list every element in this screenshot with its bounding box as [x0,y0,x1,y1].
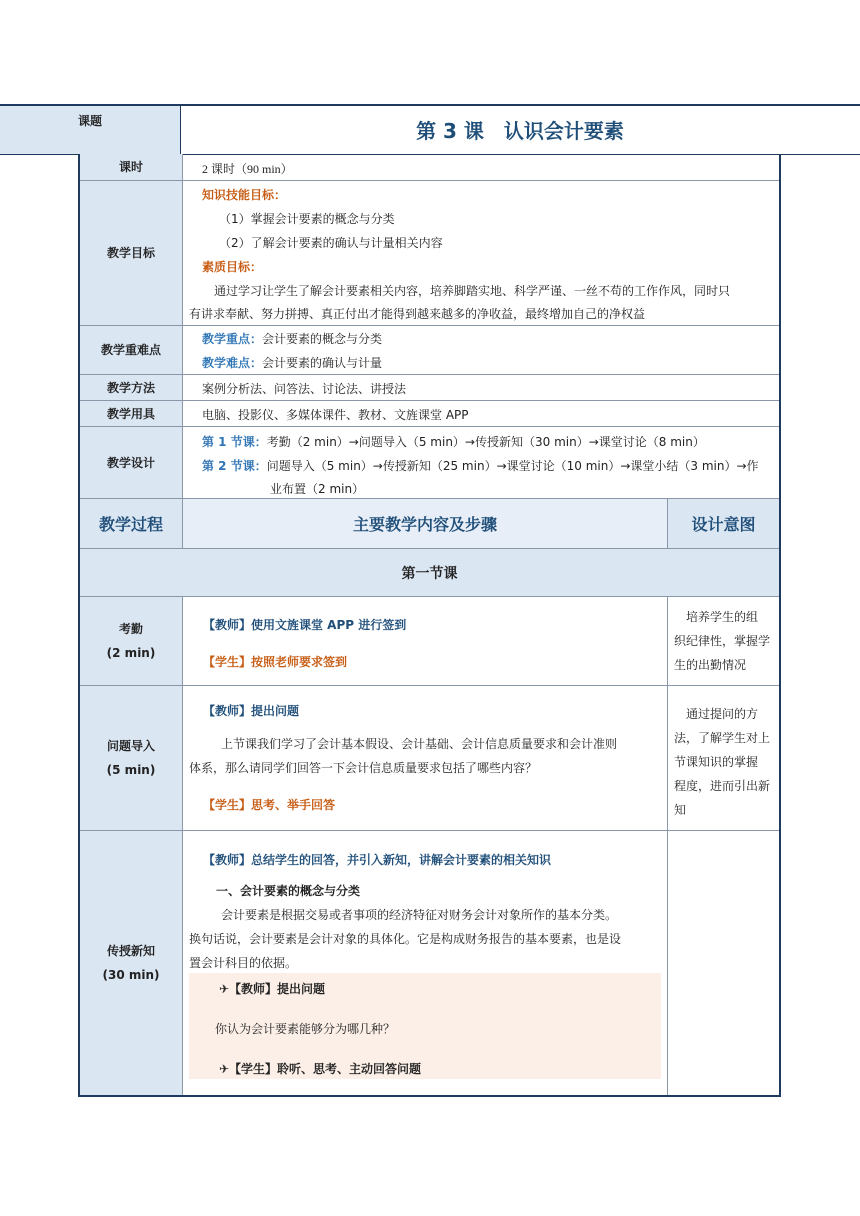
teach-label [80,831,183,1095]
goals-row [80,181,779,326]
teach-text-1: 会计要素是根据交易或者事项的经济特征对财务会计对象所作的基本分类。 [221,908,618,922]
attendance-row [80,597,779,686]
knowledge-goal-title: 知识技能目标： [202,188,287,202]
teach-label-time: (30 min) [102,968,160,982]
attendance-intent-2: 织纪律性，掌握学 [674,634,771,648]
lesson-title: 第 3 课 认识会计要素 [416,119,624,143]
lesson-title-bar [0,106,860,155]
attendance-intent-1: 培养学生的组 [674,610,759,624]
intro-row [80,686,779,831]
tools-row [80,401,779,427]
attendance-label-text: 考勤 [118,622,143,636]
tools-value: 电脑、投影仪、多媒体课件、教材、文旌课堂 APP [202,408,469,422]
attendance-intent [668,597,779,685]
difficulty-value: 会计要素的确认与计量 [262,356,383,370]
process-header-row [80,499,779,549]
section-1-row [80,549,779,597]
attendance-label [80,597,183,685]
method-value: 案例分析法、问答法、讨论法、讲授法 [202,382,407,396]
intro-student: 【学生】思考、举手回答 [203,798,336,812]
callout-student: ✈【学生】聆听、思考、主动回答问题 [219,1062,422,1076]
hours-row [80,154,779,181]
design-label: 教学设计 [80,427,183,498]
attendance-label-time: (2 min) [106,646,156,660]
callout-teacher: ✈【教师】提出问题 [219,982,326,996]
design-session-2-cont: 业布置（2 min） [270,482,365,496]
key-point-line [202,330,382,347]
teach-text-3: 置会计科目的依据。 [189,956,298,970]
quality-goal-line-1: 通过学习让学生了解会计要素相关内容，培养脚踏实地、科学严谨、一丝不苟的工作作风，同时只 [214,284,731,298]
difficulty-line [202,354,382,371]
method-label: 教学方法 [80,375,183,400]
intro-teacher: 【教师】提出问题 [203,704,300,718]
intro-label [80,686,183,830]
tools-content [183,401,779,426]
key-points-content [183,326,779,374]
hours-content [183,154,779,180]
lesson-label-cell [0,106,181,154]
lesson-plan-table [78,154,781,1097]
question-callout [189,973,661,1079]
teach-text-2: 换句话说，会计要素是会计对象的具体化。它是构成财务报告的基本要素，也是设 [189,932,622,946]
teach-heading: 一、会计要素的概念与分类 [216,884,361,898]
teach-label-text: 传授新知 [106,944,155,958]
quality-goal-line-2: 有讲求奉献、努力拼搏、真正付出才能得到越来越多的净收益，最终增加自己的净权益 [189,307,646,321]
goals-label: 教学目标 [80,181,183,325]
intro-label-text: 问题导入 [106,739,155,753]
lesson-label: 课题 [78,114,103,128]
process-header-col1: 教学过程 [98,515,163,534]
intro-intent-2: 法，了解学生对上 [674,731,771,745]
intro-text-2: 体系，那么请同学们回答一下会计信息质量要求包括了哪些内容？ [189,761,538,775]
teach-row [80,831,779,1095]
design-session-1-value: 考勤（2 min）→问题导入（5 min）→传授新知（30 min）→课堂讨论（8 min） [266,435,705,449]
knowledge-goal-1: （1）掌握会计要素的概念与分类 [219,212,395,226]
design-content [183,427,779,498]
quality-goal-title: 素质目标： [202,260,263,274]
callout-question: 你认为会计要素能够分为哪几种？ [215,1022,396,1036]
method-content [183,375,779,400]
key-point-value: 会计要素的概念与分类 [262,332,383,346]
knowledge-goal-2: （2）了解会计要素的确认与计量相关内容 [219,236,443,250]
design-session-2 [202,457,759,474]
design-row [80,427,779,499]
attendance-student: 【学生】按照老师要求签到 [203,655,348,669]
attendance-content [183,597,665,685]
hours-label: 课时 [80,154,183,180]
intro-intent-1: 通过提问的方 [674,707,759,721]
process-header-col2: 主要教学内容及步骤 [183,499,667,548]
teach-content [183,831,665,1095]
section-1-title: 第一节课 [401,565,458,582]
tools-label: 教学用具 [80,401,183,426]
difficulty-title: 教学难点： [202,356,263,370]
attendance-intent-3: 生的出勤情况 [674,658,747,672]
attendance-teacher: 【教师】使用文旌课堂 APP 进行签到 [203,618,407,632]
design-session-2-value: 问题导入（5 min）→传授新知（25 min）→课堂讨论（10 min）→课堂小结（3 min）→作 [266,459,759,473]
method-row [80,375,779,401]
intro-text-1: 上节课我们学习了会计基本假设、会计基础、会计信息质量要求和会计准则 [221,737,618,751]
intro-label-time: (5 min) [106,763,156,777]
intro-intent-5: 知 [674,803,687,817]
key-point-title: 教学重点： [202,332,263,346]
intro-intent-3: 节课知识的掌握 [674,755,759,769]
goals-content [183,181,779,325]
intro-intent [668,686,779,830]
teach-teacher: 【教师】总结学生的回答，并引入新知，讲解会计要素的相关知识 [203,853,552,867]
intro-intent-4: 程度，进而引出新 [674,779,771,793]
divider [667,831,668,1095]
design-session-1-title: 第 1 节课： [202,435,267,449]
hours-value: 2 课时（90 min） [202,162,293,176]
key-points-row [80,326,779,375]
key-points-label: 教学重难点 [80,326,183,374]
process-header-col3: 设计意图 [691,515,756,534]
design-session-1 [202,433,705,450]
design-session-2-title: 第 2 节课： [202,459,267,473]
intro-content [183,686,665,830]
